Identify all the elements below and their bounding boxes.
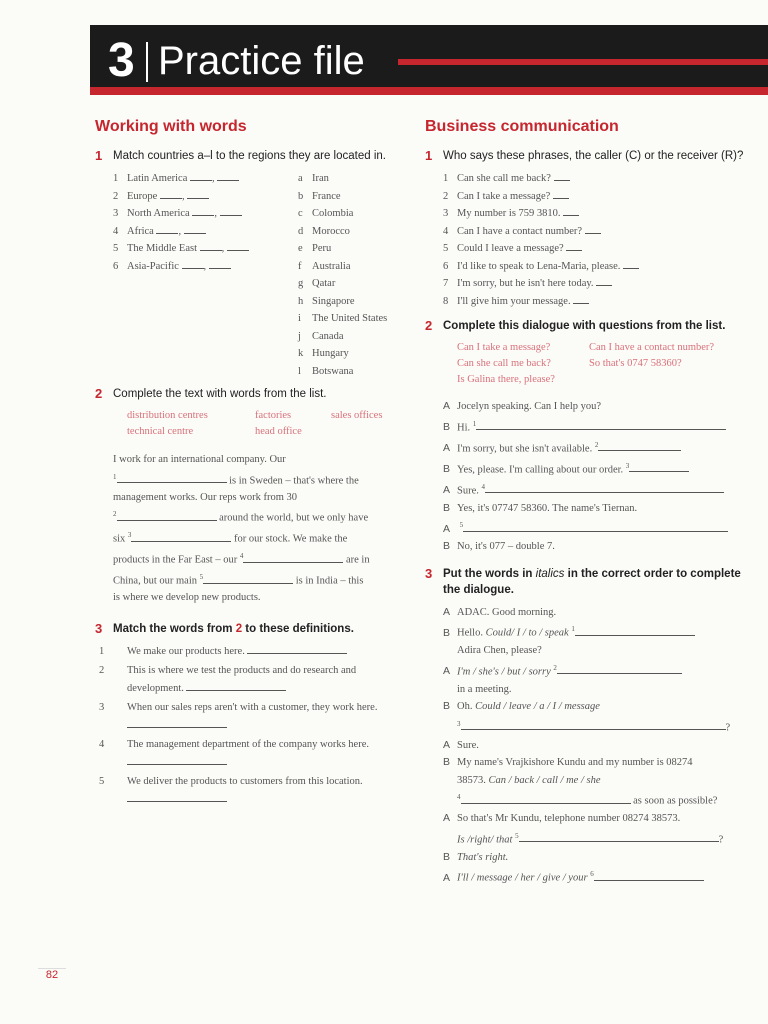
country-item: [298, 310, 387, 328]
item-key: j: [298, 330, 301, 342]
region-item: 6 Asia-Pacific ,: [113, 258, 249, 276]
line-text: I'm sorry, but she isn't available.: [457, 443, 593, 454]
region-item: 1 Latin America ,: [113, 170, 249, 188]
question-item: Can I have a contact number?: [589, 342, 715, 353]
dialogue-line: [443, 416, 745, 437]
gap-number: 1: [472, 419, 477, 428]
item-key: 5: [113, 243, 119, 254]
answer-blank[interactable]: [187, 188, 209, 199]
exercise-1-title: 1 Match countries a–l to the regions they are located in.: [95, 148, 386, 163]
answer-blank[interactable]: [563, 205, 579, 216]
word-item: sales offices: [331, 410, 383, 421]
exercise-3-title: 3 Match the words from 2 to these definitions.: [95, 620, 354, 636]
dialogue-2: A ADAC. Good morning. B Hello. Could/ I / to / speak $^1$ Adira Chen, please? A I'm / she's / but / sorry $^2$ in a meeting. B Oh. Could / leave / a / I / message $^3$ ? A Sure. B My name's Vrajkishore Kundu and my number is 08274 38573. Can / back / call / me / she $^4$ as soon as possible? A So that's Mr Kundu, telephone number 08274 38573. Is /right/ that $^5$ ? B That's right. A I'll / message / her / give / your $^6$: [443, 605, 731, 884]
item-key: 5: [99, 776, 105, 787]
dialogue-line: [443, 500, 745, 518]
question-list: [457, 340, 745, 388]
item-key: a: [298, 173, 303, 184]
item-key: 8: [443, 295, 449, 307]
answer-blank[interactable]: [220, 205, 242, 216]
item-text: Can she call me back?: [457, 173, 551, 184]
country-item: [298, 275, 387, 293]
item-key: g: [298, 278, 304, 289]
phrase-item: [443, 170, 745, 188]
item-key: 2: [443, 190, 449, 202]
item-text: Europe: [127, 190, 158, 202]
answer-blank[interactable]: [217, 170, 239, 181]
item-key: d: [298, 225, 304, 237]
page-number: 82: [38, 968, 66, 989]
line-text: Jocelyn speaking. Can I help you?: [457, 401, 602, 412]
item-text: Peru: [312, 243, 332, 254]
region-item: 3 North America ,: [113, 205, 249, 223]
item-text: The Middle East: [127, 243, 197, 254]
answer-blank[interactable]: [227, 240, 249, 251]
item-key: i: [298, 313, 301, 324]
item-text: Latin America: [127, 173, 188, 184]
answer-blank[interactable]: [585, 223, 601, 234]
answer-blank[interactable]: [623, 258, 639, 269]
answer-blank[interactable]: [575, 625, 695, 636]
speaker: B: [443, 540, 451, 552]
item-text: Singapore: [312, 295, 355, 307]
item-text: We make our products here.: [127, 645, 245, 657]
answer-blank[interactable]: [476, 419, 725, 430]
exercise-r3-title: 3 Put the words in italics in the correct order to complete the dialogue.: [425, 565, 741, 596]
country-item: [298, 223, 387, 241]
item-text: When our sales reps aren't with a customer, they work here.: [127, 702, 378, 713]
phrase-item: [443, 240, 745, 258]
speaker: B: [443, 421, 451, 433]
item-key: 5: [443, 243, 449, 254]
item-text: Asia-Pacific: [127, 260, 179, 272]
phrase-item: [443, 275, 745, 293]
item-key: 1: [113, 173, 119, 184]
answer-blank[interactable]: [192, 205, 214, 216]
item-text: My number is 759 3810.: [457, 208, 561, 219]
answer-blank[interactable]: [131, 531, 231, 542]
line-text: No, it's 077 – double 7.: [457, 541, 555, 552]
answer-blank[interactable]: [596, 275, 612, 286]
answer-blank[interactable]: [463, 521, 728, 532]
gap-number: 3: [625, 461, 630, 470]
answer-blank[interactable]: [594, 870, 704, 881]
item-text: I'll give him your message.: [457, 295, 571, 307]
banner-underline: [90, 87, 768, 95]
item-key: 4: [99, 739, 105, 750]
answer-blank[interactable]: [629, 461, 689, 472]
dialogue-line: [443, 517, 745, 538]
line-text: Yes, please. I'm calling about our order.: [457, 464, 624, 475]
banner-divider: [146, 42, 148, 82]
item-text: Could I leave a message?: [457, 243, 564, 254]
answer-blank[interactable]: [598, 440, 681, 451]
speaker: B: [443, 463, 451, 475]
dialogue-line: [443, 458, 745, 479]
question-item: Can I take a message?: [457, 342, 551, 353]
item-text: I'd like to speak to Lena-Maria, please.: [457, 260, 621, 272]
answer-blank[interactable]: [203, 573, 293, 584]
item-text: Hungary: [312, 348, 349, 359]
item-text: Can I have a contact number?: [457, 225, 583, 237]
question-item: Can she call me back?: [457, 358, 551, 369]
dialogue-line: [443, 538, 745, 556]
item-key: k: [298, 348, 304, 359]
phrase-list: [443, 170, 745, 310]
answer-blank[interactable]: [117, 510, 217, 521]
gap-number: 2: [594, 440, 599, 449]
phrase-item: [443, 205, 745, 223]
line-text: Sure.: [457, 485, 479, 496]
answer-blank[interactable]: [156, 223, 178, 234]
answer-blank[interactable]: [184, 223, 206, 234]
word-item: factories: [255, 410, 292, 421]
speaker: A: [443, 442, 451, 454]
answer-blank[interactable]: [127, 791, 227, 802]
country-item: [298, 205, 387, 223]
exercise-r1-title: 1 Who says these phrases, the caller (C) or the receiver (R)?: [425, 148, 744, 163]
country-item: [298, 293, 387, 311]
item-key: 1: [99, 645, 105, 657]
answer-blank[interactable]: [566, 240, 582, 251]
speaker: B: [443, 501, 451, 514]
word-item: distribution centres: [127, 410, 208, 421]
answer-blank[interactable]: [554, 170, 570, 181]
answer-blank[interactable]: [186, 680, 286, 691]
left-column: [95, 118, 405, 810]
phrase-item: [443, 188, 745, 206]
item-text: This is where we test the products and do research and development.: [127, 665, 357, 694]
answer-blank[interactable]: [190, 170, 212, 181]
answer-blank[interactable]: [519, 831, 719, 842]
line-text: Hi.: [457, 422, 471, 433]
item-key: c: [298, 208, 303, 219]
phrase-item: [443, 293, 745, 311]
item-key: 3: [113, 208, 119, 219]
item-key: 4: [113, 225, 119, 237]
item-key: 2: [113, 190, 119, 202]
answer-blank[interactable]: [573, 293, 589, 304]
answer-blank[interactable]: [461, 719, 726, 730]
item-text: Qatar: [312, 278, 336, 289]
item-key: b: [298, 190, 304, 202]
word-item: technical centre: [127, 426, 194, 437]
item-text: Can I take a message?: [457, 190, 551, 202]
item-text: We deliver the products to customers from this location.: [127, 776, 363, 787]
answer-blank[interactable]: [461, 793, 631, 804]
answer-blank[interactable]: [182, 258, 204, 269]
regions-list: [113, 170, 249, 275]
item-text: Botswana: [312, 365, 354, 377]
answer-blank[interactable]: [553, 188, 569, 199]
answer-blank[interactable]: [200, 240, 222, 251]
phrase-item: [443, 258, 745, 276]
country-item: [298, 345, 387, 363]
dialogue-line: [443, 479, 745, 500]
word-item: head office: [255, 426, 302, 437]
item-key: h: [298, 295, 304, 307]
line-text: Yes, it's 07747 58360. The name's Tiernan.: [457, 502, 638, 514]
definition-item: [99, 643, 405, 661]
gap-number: 5: [459, 521, 464, 529]
definition-item: [99, 773, 405, 808]
item-text: Morocco: [312, 225, 350, 237]
item-text: North America: [127, 208, 190, 219]
item-text: Colombia: [312, 208, 354, 219]
region-item: 2 Europe ,: [113, 188, 249, 206]
item-key: 3: [443, 208, 449, 219]
region-item: 4 Africa ,: [113, 223, 249, 241]
dialogue-1: [443, 398, 745, 556]
section-heading-communication: Business communication: [425, 118, 619, 135]
answer-blank[interactable]: [117, 472, 227, 483]
answer-blank[interactable]: [209, 258, 231, 269]
item-text: Australia: [312, 260, 351, 272]
speaker: A: [443, 400, 451, 412]
item-key: f: [298, 260, 302, 272]
section-heading-words: Working with words: [95, 118, 247, 135]
item-key: e: [298, 243, 303, 254]
exercise-2-title: 2 Complete the text with words from the list.: [95, 386, 327, 401]
country-item: [298, 188, 387, 206]
item-text: The United States: [312, 313, 388, 324]
definition-item: [99, 736, 405, 771]
speaker: A: [443, 484, 451, 496]
chapter-title: Practice file: [158, 39, 365, 83]
dialogue-line: [443, 398, 745, 416]
country-item: [298, 363, 387, 381]
country-item: [298, 328, 387, 346]
item-text: Africa: [127, 225, 154, 237]
country-item: [298, 240, 387, 258]
definition-item: [99, 699, 405, 734]
answer-blank[interactable]: [127, 754, 227, 765]
item-key: 1: [443, 173, 449, 184]
item-text: The management department of the company works here.: [127, 739, 369, 750]
chapter-number: 3: [108, 34, 135, 87]
answer-blank[interactable]: [127, 717, 227, 728]
answer-blank[interactable]: [247, 643, 347, 654]
country-item: [298, 258, 387, 276]
gap-number: 4: [481, 482, 485, 491]
dialogue-line: [443, 437, 745, 458]
answer-blank[interactable]: [243, 552, 343, 563]
banner-accent: [398, 59, 768, 65]
speaker: A: [443, 522, 451, 535]
answer-blank[interactable]: [557, 663, 682, 674]
region-item: 5 The Middle East ,: [113, 240, 249, 258]
word-list: [127, 408, 405, 440]
country-item: [298, 170, 387, 188]
answer-blank[interactable]: [485, 482, 724, 493]
definitions-list: [99, 643, 405, 809]
gap-fill-text: I work for an international company. Our $^1$ is in Sweden – that's where the management works. Our reps work from 30 $^2$ around the world, but we only have six $^3$ for our stock. We make the products in the Far East – our $^4$ are in China, but our main $^5$ is in India – this is where we develop new products.: [113, 454, 370, 603]
item-key: 3: [99, 702, 105, 713]
item-key: 6: [113, 260, 119, 272]
item-text: I'm sorry, but he isn't here today.: [457, 278, 594, 289]
right-column: [425, 118, 745, 887]
definition-item: [99, 662, 405, 697]
exercise-r2-title: 2 Complete this dialogue with questions from the list.: [425, 318, 726, 333]
item-key: l: [298, 365, 301, 377]
answer-blank[interactable]: [160, 188, 182, 199]
chapter-banner: [90, 25, 768, 95]
item-key: 6: [443, 260, 449, 272]
item-text: France: [312, 190, 341, 202]
item-text: Iran: [312, 173, 329, 184]
question-item: So that's 0747 58360?: [589, 358, 682, 369]
question-item: Is Galina there, please?: [457, 374, 555, 385]
phrase-item: [443, 223, 745, 241]
match-regions: [113, 170, 405, 380]
item-key: 2: [99, 665, 105, 676]
countries-list: [298, 170, 387, 380]
item-key: 4: [443, 225, 449, 237]
item-key: 7: [443, 278, 449, 289]
item-text: Canada: [312, 330, 344, 342]
